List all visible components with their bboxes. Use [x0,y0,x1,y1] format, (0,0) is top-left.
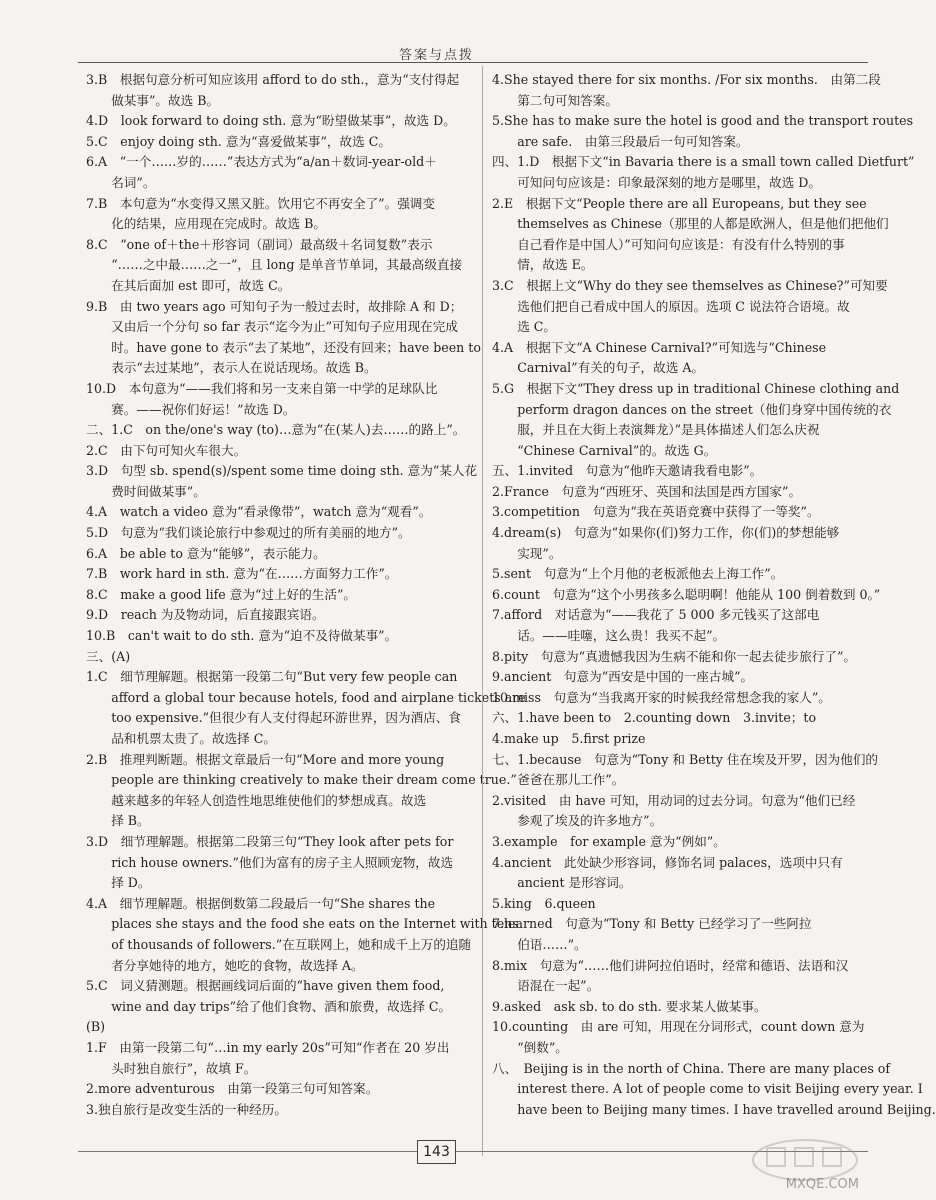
page-number-box [0,1140,873,1164]
answer-line: 选他们把自己看成中国人的原因。选项 C 说法符合语境。故 [492,298,850,314]
answer-line: 1.C 细节理解题。根据第一段第二句“But very few people can [86,669,458,685]
answer-line: 服，并且在大街上表演舞龙）”是具体描述人们怎么庆祝 [492,422,820,438]
answer-line: 3.D 细节理解题。根据第二段第三句“They look after pets for [86,833,454,849]
answer-line: 5.king 6.queen [492,895,596,911]
answer-line: 品和机票太贵了。故选择 C。 [86,731,276,746]
answer-line: 2.France 句意为“西班牙、英国和法国是西方国家”。 [492,483,802,499]
answer-line: “Chinese Carnival”的。故选 G。 [492,442,717,458]
answer-line: 时。have gone to 表示“去了某地”，还没有回来；have been to [86,339,481,355]
answer-line: 1.F 由第一段第二句“…in my early 20s”可知“作者在 20 岁出 [86,1039,450,1055]
answer-line: 第二句可知答案。 [492,92,618,108]
answer-line: 9.asked ask sb. to do sth. 要求某人做某事。 [492,998,767,1014]
answer-line: 爸爸在那儿工作”。 [492,772,625,788]
answer-line: 情，故选 E。 [492,257,594,273]
answer-line: are safe. 由第三段最后一句可知答案。 [492,133,749,149]
answer-line: 八、 Beijing is in the north of China. There are many places of [492,1060,891,1076]
answer-line: “倒数”。 [492,1039,568,1055]
page-header-title: 答案与点拨 [398,48,474,63]
answer-line: interest there. A lot of people come to visit Beijing every year. I [492,1081,923,1097]
answer-line: 又由后一个分句 so far 表示“迄今为止”可知句子应用现在完成 [86,319,458,335]
answer-line: 实现”。 [492,545,562,561]
answer-line: 可知问句应该是：印象最深刻的地方是哪里，故选 D。 [492,174,821,190]
answer-line: 自己看作是中国人）”可知问句应该是：有没有什么特别的事 [492,236,845,252]
answer-line: 7.B work hard in sth. 意为“在……方面努力工作”。 [86,566,398,582]
answer-line: (B) [86,1019,106,1035]
answer-line: 10.B can't wait to do sth. 意为“迫不及待做某事”。 [86,628,398,644]
answer-line: 10.D 本句意为“——我们将和另一支来自第一中学的足球队比 [86,380,438,396]
answer-line: 化的结果，应用现在完成时。故选 B。 [86,216,326,232]
answer-line: 2.visited 由 have 可知，用动词的过去分词。句意为“他们已经 [492,792,856,808]
answer-line: 5.D 句意为“我们谈论旅行中参观过的所有美丽的地方”。 [86,525,411,541]
answer-line: 6.count 句意为“这个小男孩多么聪明啊！他能从 100 倒着数到 0。” [492,586,881,602]
answer-line: too expensive.”但很少有人支付得起环游世界，因为酒店、食 [86,710,461,726]
answer-line: 7.learned 句意为“Tony 和 Betty 已经学习了一些阿拉 [492,916,812,932]
answer-line: perform dragon dances on the street（他们身穿中国传统的衣 [492,401,892,417]
answer-line: 越来越多的年轻人创造性地思维使他们的梦想成真。故选 [86,792,427,808]
answer-line: “……之中最……之一”，且 long 是单音节单词，其最高级直接 [86,257,463,273]
answer-line: 头时独自旅行”，故填 F。 [86,1060,257,1076]
answer-line: 6.A be able to 意为“能够”，表示能力。 [86,545,326,561]
answer-line: 4.D look forward to doing sth. 意为“盼望做某事”，故选 D。 [86,113,456,129]
answer-line: themselves as Chinese（那里的人都是欧洲人，但是他们把他们 [492,216,889,232]
answer-line: 10.counting 由 are 可知，用现在分词形式，count down 意为 [492,1019,865,1035]
answer-line: people are thinking creatively to make their dream come true.” [86,772,517,788]
answer-line: 4.ancient 此处缺少形容词，修饰名词 palaces，选项中只有 [492,854,843,870]
answer-line: 3.独自旅行是改变生活的一种经历。 [86,1101,287,1117]
answer-line: 择 D。 [86,875,151,891]
answer-line: 三、(A) [86,648,131,664]
answer-line: 7.B 本句意为“水变得又黑又脏。饮用它不再安全了”。强调变 [86,195,435,211]
answer-line: 5.C enjoy doing sth. 意为“喜爱做某事”，故选 C。 [86,133,391,149]
answer-line: 四、1.D 根据下文“in Bavaria there is a small town called Dietfurt” [492,154,915,170]
answer-line: 3.D 句型 sb. spend(s)/spent some time doing sth. 意为“某人花 [86,463,478,479]
answer-line: 8.C make a good life 意为“过上好的生活”。 [86,586,356,602]
answer-line: 名词”。 [86,174,156,190]
answer-line: 2.more adventurous 由第一段第三句可知答案。 [86,1081,379,1097]
answer-line: 4.A watch a video 意为“看录像带”，watch 意为“观看”。 [86,504,432,520]
answer-line: 4.A 细节理解题。根据倒数第二段最后一句“She shares the [86,895,436,911]
page-number: 143 [417,1140,456,1164]
answer-line: 9.B 由 two years ago 可知句子为一般过去时，故排除 A 和 D； [86,298,463,314]
answer-line: 6.A “一个……岁的……”表达方式为“a/an＋数词-year-old＋ [86,154,437,170]
answer-line: 2.B 推理判断题。根据文章最后一句“More and more young [86,751,445,767]
left-answer-column [86,70,526,1120]
answer-line: 4.make up 5.first prize [492,731,646,746]
answer-line: 者分享她待的地方，她吃的食物，故选择 A。 [86,957,364,973]
answer-line: 二、1.C on the/one's way (to)…意为“在(某人)去……的路上”。 [86,422,466,438]
answer-line: 10.miss 句意为“当我离开家的时候我经常想念我的家人”。 [492,689,831,705]
watermark-text: MXQE.COM [785,1177,859,1192]
answer-line: afford a global tour because hotels, food and airplane tickets are [86,689,526,705]
answer-line: 择 B。 [86,813,150,829]
answer-line: 伯语……”。 [492,936,587,952]
answer-line: 做某事”。故选 B。 [86,92,220,108]
answer-line: ancient 是形容词。 [492,875,632,891]
answer-line: 在其后面加 est 即可，故选 C。 [86,277,291,293]
answer-line: 5.G 根据下文“They dress up in traditional Chinese clothing and [492,380,900,396]
answer-line: 4.She stayed there for six months. /For six months. 由第二段 [492,72,881,87]
answer-line: 3.C 根据上文“Why do they see themselves as Chinese?”可知要 [492,277,888,293]
answer-line: rich house owners.”他们为富有的房子主人照顾宠物，故选 [86,854,454,870]
answer-line: 参观了埃及的许多地方”。 [492,813,663,829]
answer-line: 4.A 根据下文“A Chinese Carnival?”可知选与“Chinese [492,339,827,355]
answer-line: 七、1.because 句意为“Tony 和 Betty 住在埃及开罗，因为他们的 [492,751,879,767]
header-rule [78,62,868,63]
answer-line: 2.C 由下句可知火车很大。 [86,442,247,458]
answer-line: wine and day trips”给了他们食物、酒和旅费，故选择 C。 [86,998,452,1014]
right-answer-column [492,70,936,1120]
answer-line: 8.C “one of＋the＋形容词（副词）最高级＋名词复数”表示 [86,236,433,252]
answer-line: 六、1.have been to 2.counting down 3.invite；to [492,710,817,726]
answer-line: places she stays and the food she eats on the Internet with tens [86,916,519,932]
answer-line: 8.mix 句意为“……他们讲阿拉伯语时，经常和德语、法语和汉 [492,957,849,973]
answer-line: of thousands of followers.”在互联网上，她和成千上万的追随 [86,936,472,952]
answer-line: 3.example for example 意为“例如”。 [492,833,726,849]
answer-line: 5.She has to make sure the hotel is good and the transport routes [492,113,914,129]
answer-line: have been to Beijing many times. I have travelled around Beijing. [492,1101,936,1117]
answer-line: 五、1.invited 句意为“他昨天邀请我看电影”。 [492,463,763,479]
answer-line: Carnival”有关的句子，故选 A。 [492,360,705,376]
answer-line: 5.sent 句意为“上个月他的老板派他去上海工作”。 [492,566,784,582]
answer-line: 9.ancient 句意为“西安是中国的一座古城”。 [492,669,754,685]
answer-line: 5.C 词义猜测题。根据画线词后面的“have given them food, [86,978,445,994]
answer-line: 表示“去过某地”，表示人在说话现场。故选 B。 [86,360,377,376]
answer-line: 赛。——祝你们好运！”故选 D。 [86,401,296,417]
answer-line: 语混在一起”。 [492,978,600,994]
answer-line: 费时间做某事”。 [86,483,206,499]
answer-line: 3.competition 句意为“我在英语竞赛中获得了一等奖”。 [492,504,820,520]
answer-line: 选 C。 [492,319,557,335]
answer-line: 9.D reach 为及物动词，后直接跟宾语。 [86,607,325,623]
answer-line: 话。——哇噻，这么贵！我买不起”。 [492,628,726,644]
answer-line: 3.B 根据句意分析可知应该用 afford to do sth.，意为“支付得起 [86,72,460,87]
column-divider [482,66,483,1156]
answer-line: 2.E 根据下文“People there are all Europeans, but they see [492,195,867,211]
answer-line: 7.afford 对话意为“——我花了 5 000 多元钱买了这部电 [492,607,820,623]
answer-line: 4.dream(s) 句意为“如果你(们)努力工作，你(们)的梦想能够 [492,525,840,541]
answer-line: 8.pity 句意为“真遗憾我因为生病不能和你一起去徒步旅行了”。 [492,648,857,664]
